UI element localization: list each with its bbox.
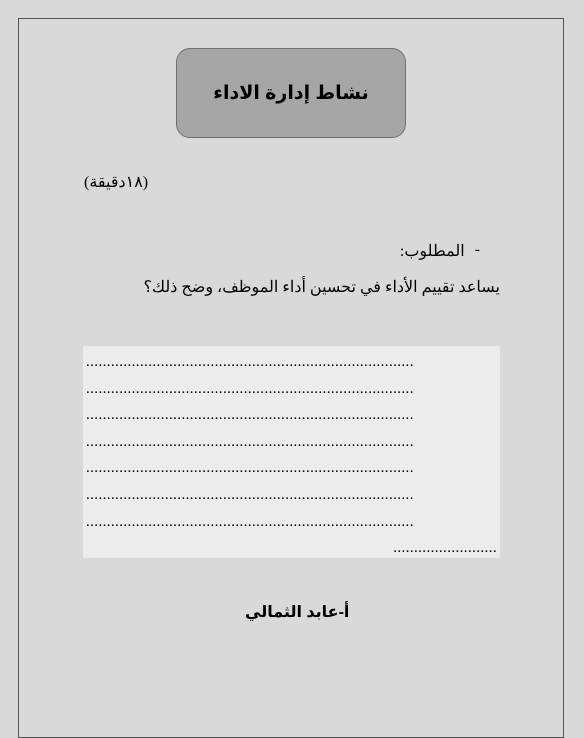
question-text: يساعد تقييم الأداء في تحسين أداء الموظف، وضح ذلك؟ xyxy=(143,279,500,296)
duration-label: (١٨دقيقة) xyxy=(84,174,149,191)
answer-line: ......................... xyxy=(393,540,497,557)
answer-line: ............................................................................... xyxy=(86,460,414,477)
required-heading xyxy=(400,241,480,261)
author-name: أ-عابد الثمالي xyxy=(245,604,350,621)
answer-line: ............................................................................... xyxy=(86,513,414,530)
answer-line: ............................................................................... xyxy=(86,433,414,450)
answer-line: ............................................................................... xyxy=(86,354,414,370)
title-box xyxy=(176,48,406,138)
required-bullet: - xyxy=(474,241,480,258)
answer-line: ............................................................................... xyxy=(86,380,414,397)
required-label: المطلوب: xyxy=(399,243,465,260)
answer-area[interactable] xyxy=(83,346,500,558)
answer-line: ............................................................................... xyxy=(86,407,414,424)
activity-title: نشاط إدارة الاداء xyxy=(213,82,369,104)
answer-line: ............................................................................... xyxy=(86,486,414,503)
